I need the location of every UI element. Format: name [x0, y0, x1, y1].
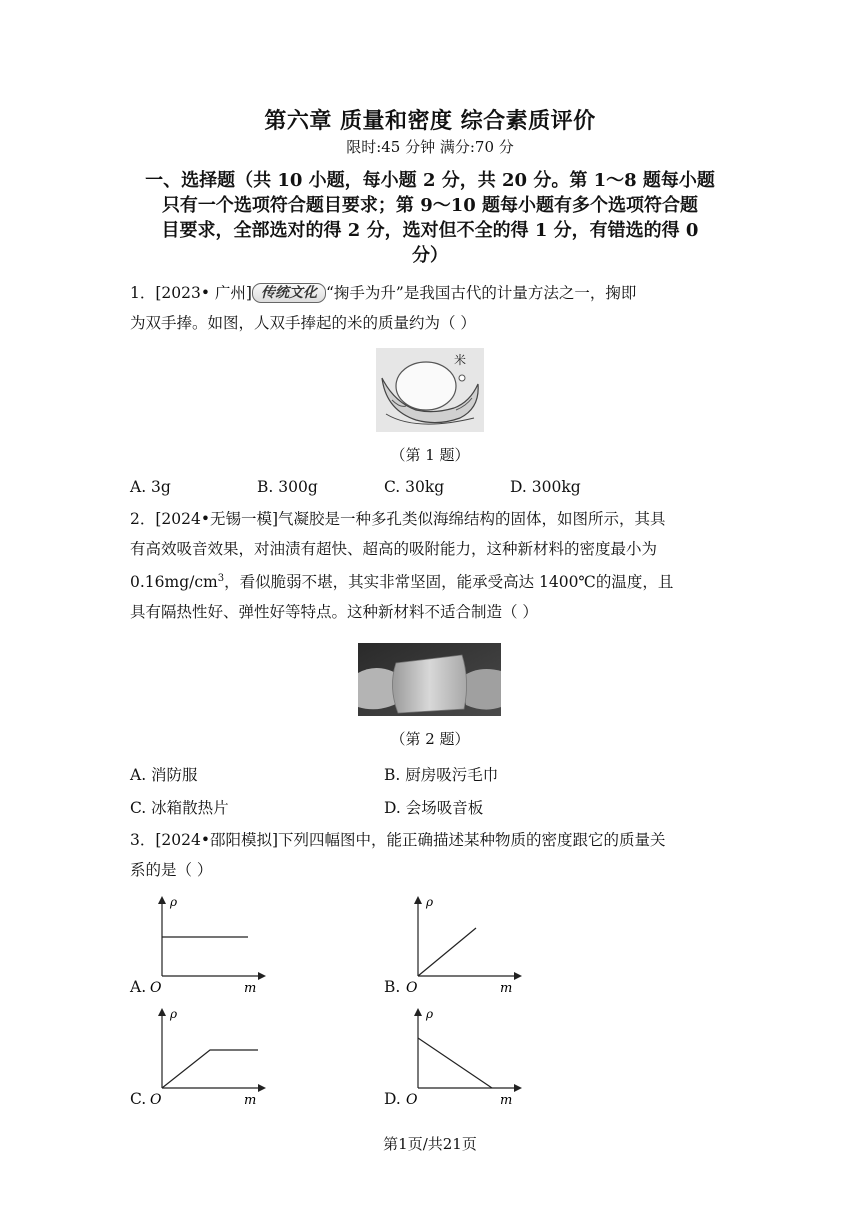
graph-b-origin: O	[406, 980, 418, 996]
traditional-culture-badge: 传统文化	[252, 283, 326, 303]
graph-c-line	[162, 1050, 258, 1088]
question-1-text: “掬手为升”是我国古代的计量方法之一，掬即	[325, 284, 637, 302]
aerogel-image	[358, 643, 501, 716]
q2-option-a[interactable]: A. 消防服	[130, 766, 198, 784]
q3-option-a-label[interactable]: A.	[130, 978, 147, 996]
question-3-line: 3．[2024•邵阳模拟]下列四幅图中，能正确描述某种物质的密度跟它的质量关	[130, 831, 666, 849]
graph-d-origin: O	[406, 1092, 418, 1108]
figure-1-caption: （第 1 题）	[390, 446, 470, 464]
section-line: 只有一个选项符合题目要求；第 9～10 题每小题有多个选项符合题	[161, 195, 699, 216]
graph-a-y-label: ρ	[170, 895, 178, 909]
section-line: 一、选择题（共 10 小题，每小题 2 分，共 20 分。第 1～8 题每小题	[145, 170, 715, 191]
q3-option-d-label[interactable]: D.	[384, 1090, 401, 1108]
question-3-line: 系的是（ ）	[130, 861, 213, 879]
question-2-line: 有高效吸音效果，对油渍有超快、超高的吸附能力，这种新材料的密度最小为	[130, 540, 658, 558]
exam-info: 限时:45 分钟 满分:70 分	[346, 138, 514, 156]
graph-b-line	[418, 928, 476, 976]
graph-a	[148, 892, 268, 1000]
section-heading	[130, 168, 730, 268]
graph-d-y-label: ρ	[426, 1007, 434, 1021]
density-exponent: 3	[217, 573, 225, 584]
graph-c-y-label: ρ	[170, 1007, 178, 1021]
graph-a-x-label: m	[244, 981, 257, 996]
page-number: 第1页/共21页	[383, 1135, 477, 1153]
graph-b-x-label: m	[500, 981, 513, 996]
question-3	[130, 825, 730, 885]
graph-c-origin: O	[150, 1092, 162, 1108]
q3-option-b-label[interactable]: B.	[384, 978, 401, 996]
page-title: 第六章 质量和密度 综合素质评价	[264, 108, 596, 134]
question-2-line	[130, 564, 730, 597]
graph-c	[148, 1004, 268, 1112]
question-2-line: 2．[2024•无锡一模]气凝胶是一种多孔类似海绵结构的固体，如图所示，其具	[130, 510, 666, 528]
question-1	[130, 278, 730, 338]
graph-d	[404, 1004, 524, 1112]
graph-c-x-label: m	[244, 1093, 257, 1108]
question-1-line	[130, 278, 730, 308]
question-1-source: 1．[2023• 广州]	[130, 284, 252, 302]
rice-label: 米	[454, 353, 467, 367]
graph-d-line	[418, 1038, 492, 1088]
q1-option-d[interactable]: D. 300kg	[510, 478, 581, 496]
question-2-line: 具有隔热性好、弹性好等特点。这种新材料不适合制造（ ）	[130, 603, 538, 622]
section-line: 分）	[412, 245, 448, 266]
question-2	[130, 504, 730, 627]
graph-b	[404, 892, 524, 1000]
hands-holding-rice-image	[376, 348, 484, 432]
q3-option-c-label[interactable]: C.	[130, 1090, 147, 1108]
question-2-text: ，看似脆弱不堪，其实非常坚固，能承受高达 1400℃的温度，且	[224, 573, 674, 592]
q1-option-c[interactable]: C. 30kg	[384, 478, 445, 496]
figure-2-caption: （第 2 题）	[390, 730, 470, 748]
graph-d-x-label: m	[500, 1093, 513, 1108]
q2-option-d[interactable]: D. 会场吸音板	[384, 799, 484, 817]
q2-option-b[interactable]: B. 厨房吸污毛巾	[384, 766, 499, 784]
question-1-line: 为双手捧。如图，人双手捧起的米的质量约为（ ）	[130, 314, 476, 332]
density-value: 0.16mg/cm	[130, 573, 218, 592]
q2-option-c[interactable]: C. 冰箱散热片	[130, 799, 229, 817]
q1-option-a[interactable]: A. 3g	[130, 478, 171, 496]
q1-option-b[interactable]: B. 300g	[257, 478, 318, 496]
section-line: 目要求，全部选对的得 2 分，选对但不全的得 1 分，有错选的得 0	[161, 220, 699, 241]
graph-a-origin: O	[150, 980, 162, 996]
graph-b-y-label: ρ	[426, 895, 434, 909]
